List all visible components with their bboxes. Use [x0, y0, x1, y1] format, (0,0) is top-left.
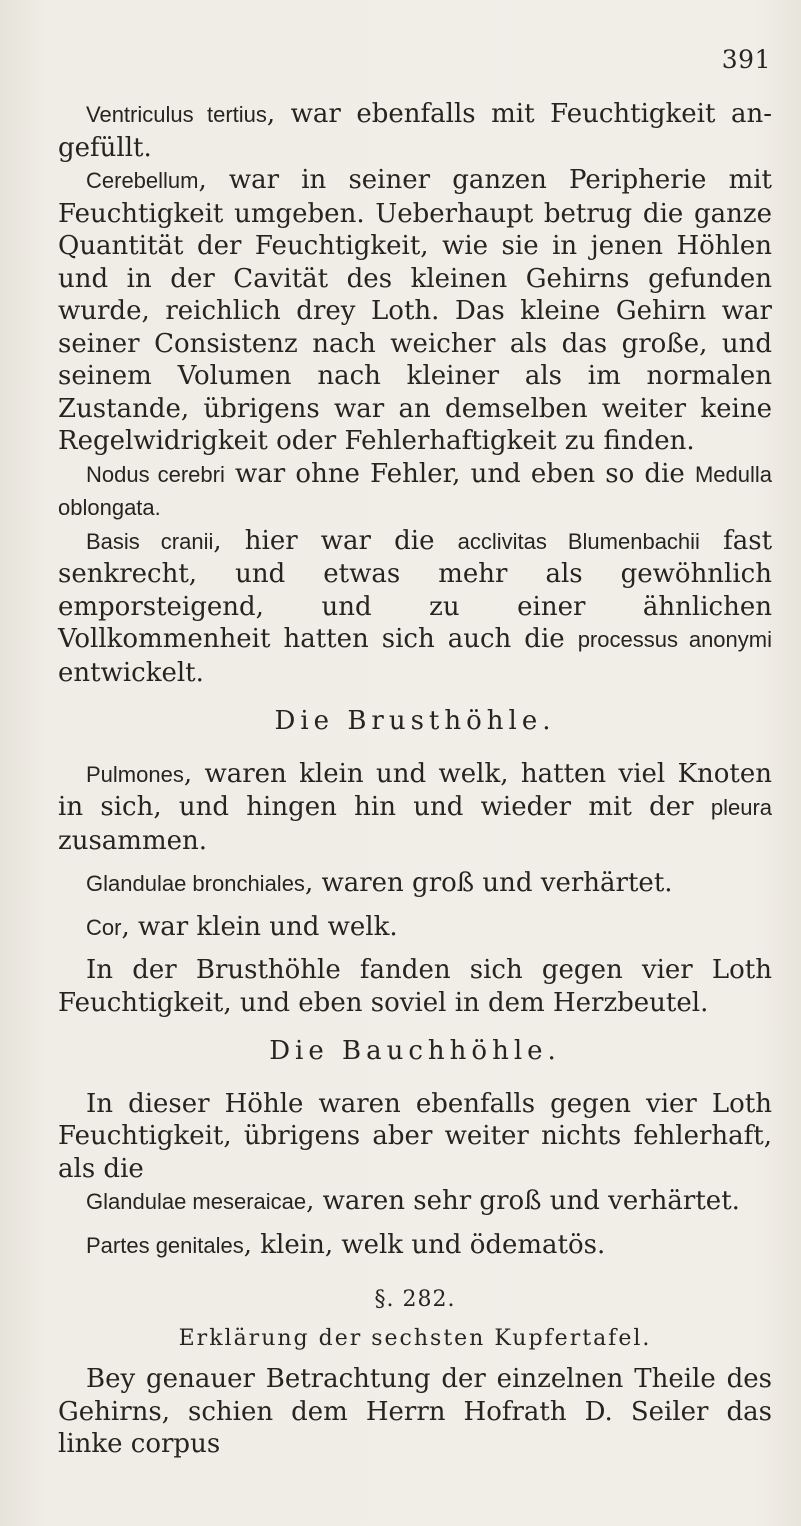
latin-term: acclivitas Blumenbachii — [457, 528, 700, 554]
paragraph-final: Bey genauer Betrachtung der einzelnen Theile des Gehirns, schien dem Herrn Hofrath D. Seiler das linke corpus — [58, 1364, 772, 1459]
paragraph-bauchhoehle — [58, 1088, 772, 1186]
paragraph-text: , waren groß und verhärtet. — [304, 868, 673, 898]
latin-term: Glandulae meseraicae — [86, 1189, 307, 1214]
section-number: §. 282. — [374, 1287, 456, 1312]
latin-term: Glandulae bronchiales — [86, 871, 305, 896]
paragraph-nodus — [58, 458, 772, 525]
heading-chest: Die Brusthöhle. — [274, 706, 556, 736]
paragraph-cerebellum — [58, 164, 772, 458]
paragraph-ventriculus — [58, 98, 772, 164]
paragraph-glandulae-bronchiales — [58, 867, 772, 901]
latin-term: Partes genitales — [86, 1232, 244, 1258]
paragraph-text: , war ebenfalls mit Feuchtigkeit an-gefüllt. — [58, 99, 772, 163]
paragraph-brusthoehle: In der Brusthöhle fanden sich gegen vier Loth Feuchtigkeit, und eben soviel in dem Herzbeutel. — [58, 955, 772, 1018]
latin-term: Cerebellum — [86, 168, 199, 193]
paragraph-text: , waren klein und welk, hatten viel Knoten in sich, und hingen hin und wieder mit der — [58, 758, 772, 822]
plate-explanation-heading: Erklärung der sechsten Kupfertafel. — [178, 1325, 652, 1351]
latin-term: Nodus cerebri — [86, 461, 225, 487]
latin-term: pleura — [710, 795, 772, 820]
latin-term: Ventriculus tertius — [86, 102, 267, 127]
page-body — [58, 98, 772, 1461]
paragraph-glandulae-meseraicae — [58, 1185, 772, 1219]
paragraph-text: , hier war die — [213, 525, 458, 556]
paragraph-text: war ohne Fehler, und eben so die — [224, 458, 695, 489]
page-number: 391 — [721, 45, 771, 74]
paragraph-pulmones — [58, 758, 772, 858]
paragraph-text: entwickelt. — [58, 657, 204, 688]
latin-term: processus anonymi — [577, 627, 772, 652]
paragraph-text: In dieser Höhle waren ebenfalls gegen vier Loth Feuchtigkeit, übrigens aber weiter nichts fehlerhaft, als die — [58, 1088, 772, 1184]
paragraph-text: zusammen. — [58, 825, 207, 856]
paragraph-basis — [58, 525, 772, 690]
paragraph-text: , war in seiner ganzen Peripherie mit Feuchtigkeit umgeben. Ueberhaupt betrug die ganze Quantität der Feuchtigkeit, wie sie in jenen Höhlen und in der Cavität des kleinen Gehirns gefunden wurde, reichlich drey Loth. Das kleine Gehirn war seiner Consistenz nach weicher als das große, und seinem Volumen nach kleiner als im normalen Zustande, übrigens war an demselben weiter keine Regelwidrigkeit oder Fehlerhaftigkeit zu finden. — [58, 165, 772, 456]
paragraph-partes-genitales — [58, 1229, 772, 1263]
paragraph-text: , waren sehr groß und verhärtet. — [306, 1186, 740, 1216]
latin-term: Cor — [86, 914, 122, 940]
paragraph-text: , klein, welk und ödematös. — [243, 1229, 606, 1260]
heading-abdomen: Die Bauchhöhle. — [269, 1036, 561, 1066]
paragraph-text: fast senkrecht, und etwas mehr als gewöhnlich emporsteigend, und zu einer ähnlichen Vollkommenheit hatten sich auch die — [58, 525, 773, 654]
latin-term: Pulmones — [86, 761, 184, 787]
paragraph-text: , war klein und welk. — [121, 911, 398, 942]
paragraph-cor — [58, 911, 772, 945]
latin-term: Basis cranii — [86, 528, 214, 554]
latin-term: Medulla oblongata. — [58, 461, 773, 520]
